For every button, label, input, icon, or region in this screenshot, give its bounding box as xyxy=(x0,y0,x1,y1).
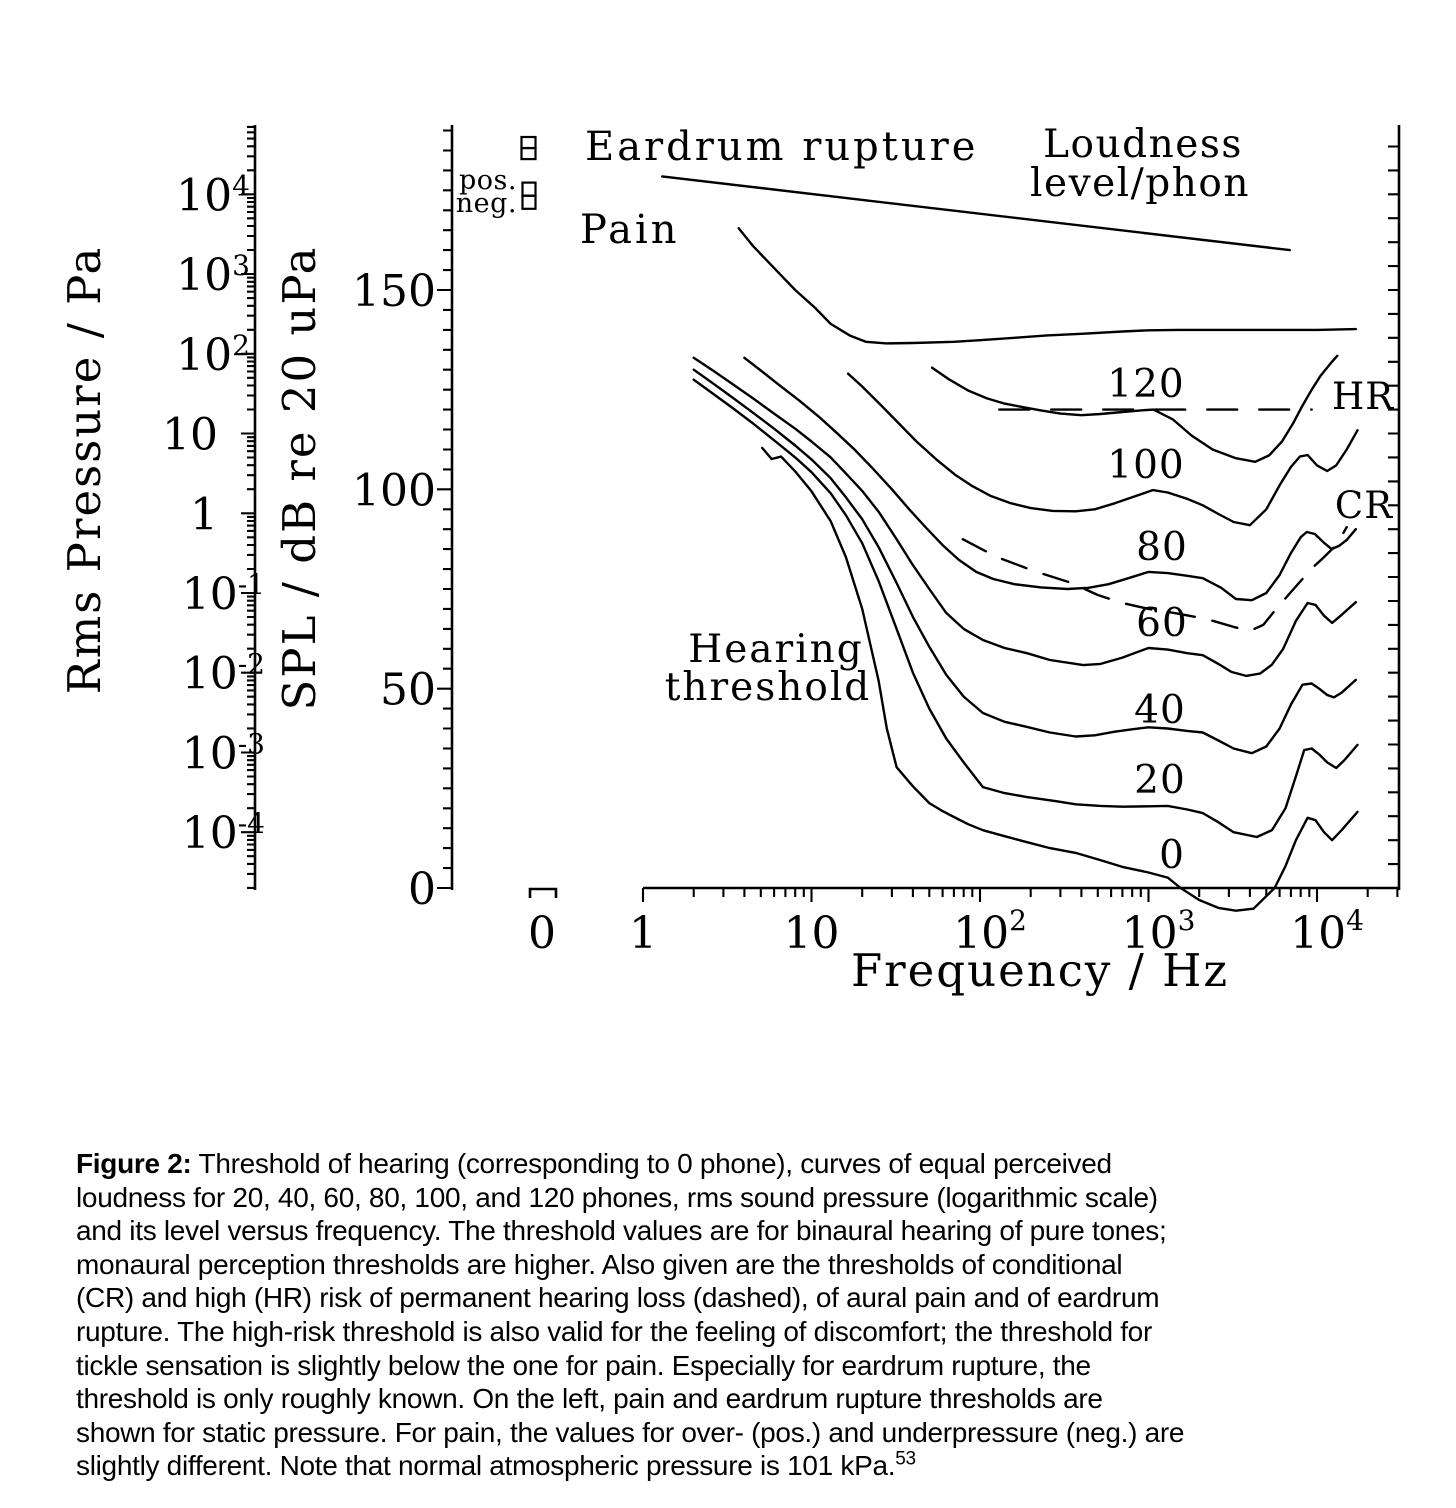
curve-phon-100 xyxy=(848,374,1357,526)
spl-tick-label: 0 xyxy=(408,864,436,915)
pa-axis xyxy=(58,125,265,890)
curve-pain xyxy=(739,228,1356,343)
caption-line: tickle sensation is slightly below the one for pain. Especially for eardrum rupture, the xyxy=(76,1349,1091,1381)
caption-line: loudness for 20, 40, 60, 80, 100, and 120 phones, rms sound pressure (logarithmic scale) xyxy=(76,1181,1158,1213)
x-tick-label: 1 xyxy=(629,908,657,959)
pain-pos-marker xyxy=(523,183,536,196)
pa-tick-label: 10 xyxy=(162,409,218,461)
label-pos: pos. xyxy=(459,165,517,196)
figure-number-label: Figure 2: xyxy=(76,1148,192,1179)
caption-text: slightly different. Note that normal atmospheric pressure is 101 kPa. xyxy=(76,1450,896,1482)
label-hearing-line2: threshold xyxy=(664,665,872,710)
caption-line: monaural perception thresholds are higher. Also given are the thresholds of conditional xyxy=(76,1248,1123,1280)
curve-phon-20 xyxy=(694,380,1358,837)
pa-tick-label: $10^{-1}$ xyxy=(181,568,265,620)
figure-caption xyxy=(76,1147,1421,1483)
label-phon-100: 100 xyxy=(1107,443,1185,488)
label-eardrum-rupture: Eardrum rupture xyxy=(585,124,979,170)
static-markers xyxy=(522,137,536,209)
caption-line: threshold is only roughly known. On the left, pain and eardrum rupture thresholds are xyxy=(76,1383,1103,1415)
static-axis-label: 0 xyxy=(528,908,556,959)
x-axis xyxy=(629,888,1399,997)
label-phon-20: 20 xyxy=(1134,758,1186,803)
label-loudness-line1: Loudness xyxy=(1043,122,1243,167)
pa-tick-label: 1 xyxy=(190,489,218,541)
x-tick-label: 10 xyxy=(783,908,840,959)
pa-tick-label: $10^{-3}$ xyxy=(181,727,265,780)
x-axis-title: Frequency / Hz xyxy=(850,944,1230,997)
spl-tick-label: 150 xyxy=(352,266,436,317)
label-cr: CR xyxy=(1334,484,1394,527)
eardrum-rupture-marker xyxy=(522,148,536,159)
spl-minor-ticks xyxy=(443,131,452,869)
x-minor-ticks xyxy=(694,888,1398,897)
caption-line xyxy=(76,1147,1421,1181)
caption-line: (CR) and high (HR) risk of permanent hearing loss (dashed), of aural pain and of eardrum xyxy=(76,1282,1160,1314)
pain-neg-marker xyxy=(523,196,536,209)
pa-tick-label: $10^4$ xyxy=(176,169,250,222)
label-loudness-line2: level/phon xyxy=(1030,161,1250,206)
x-tick-label: $10^4$ xyxy=(1290,904,1364,959)
pa-tick-label: $10^{-2}$ xyxy=(181,647,265,700)
spl-axis-title: SPL / dB re 20 uPa xyxy=(273,245,326,711)
caption-line: shown for static pressure. For pain, the values for over- (pos.) and underpressure (neg.) are xyxy=(76,1416,1185,1448)
label-hearing-line1: Hearing xyxy=(688,627,864,672)
citation-ref: 53 xyxy=(895,1449,916,1471)
label-phon-60: 60 xyxy=(1136,601,1188,646)
x-tick-label: $10^3$ xyxy=(1121,904,1196,959)
eardrum-rupture-marker xyxy=(522,137,536,148)
caption-line: and its level versus frequency. The threshold values are for binaural hearing of pure tones; xyxy=(76,1215,1167,1247)
label-phon-80: 80 xyxy=(1136,525,1188,570)
label-hr: HR xyxy=(1331,375,1395,418)
spl-tick-label: 50 xyxy=(380,664,436,716)
spl-axis xyxy=(273,125,452,915)
static-pressure-axis xyxy=(528,889,556,959)
label-neg: neg. xyxy=(455,188,517,219)
label-phon-40: 40 xyxy=(1134,688,1186,733)
spl-tick-label: 100 xyxy=(352,465,436,517)
caption-line xyxy=(76,1449,1421,1483)
label-pain: Pain xyxy=(580,207,680,253)
label-phon-0: 0 xyxy=(1159,833,1185,878)
pa-axis-title: Rms Pressure / Pa xyxy=(58,245,111,695)
static-axis-bracket xyxy=(530,889,556,898)
label-phon-120: 120 xyxy=(1107,362,1185,407)
annotations xyxy=(456,122,1394,878)
pa-tick-label: $10^3$ xyxy=(176,249,250,301)
caption-line: rupture. The high-risk threshold is also valid for the feeling of discomfort; the threshold for xyxy=(76,1315,1152,1347)
caption-text: Threshold of hearing (corresponding to 0 phone), curves of equal perceived xyxy=(191,1148,1112,1179)
pa-tick-label: $10^2$ xyxy=(176,328,250,381)
curve-phon-80 xyxy=(744,358,1355,600)
curves xyxy=(662,176,1357,910)
pa-tick-label: $10^{-4}$ xyxy=(181,807,265,860)
x-tick-label: $10^2$ xyxy=(953,904,1027,959)
